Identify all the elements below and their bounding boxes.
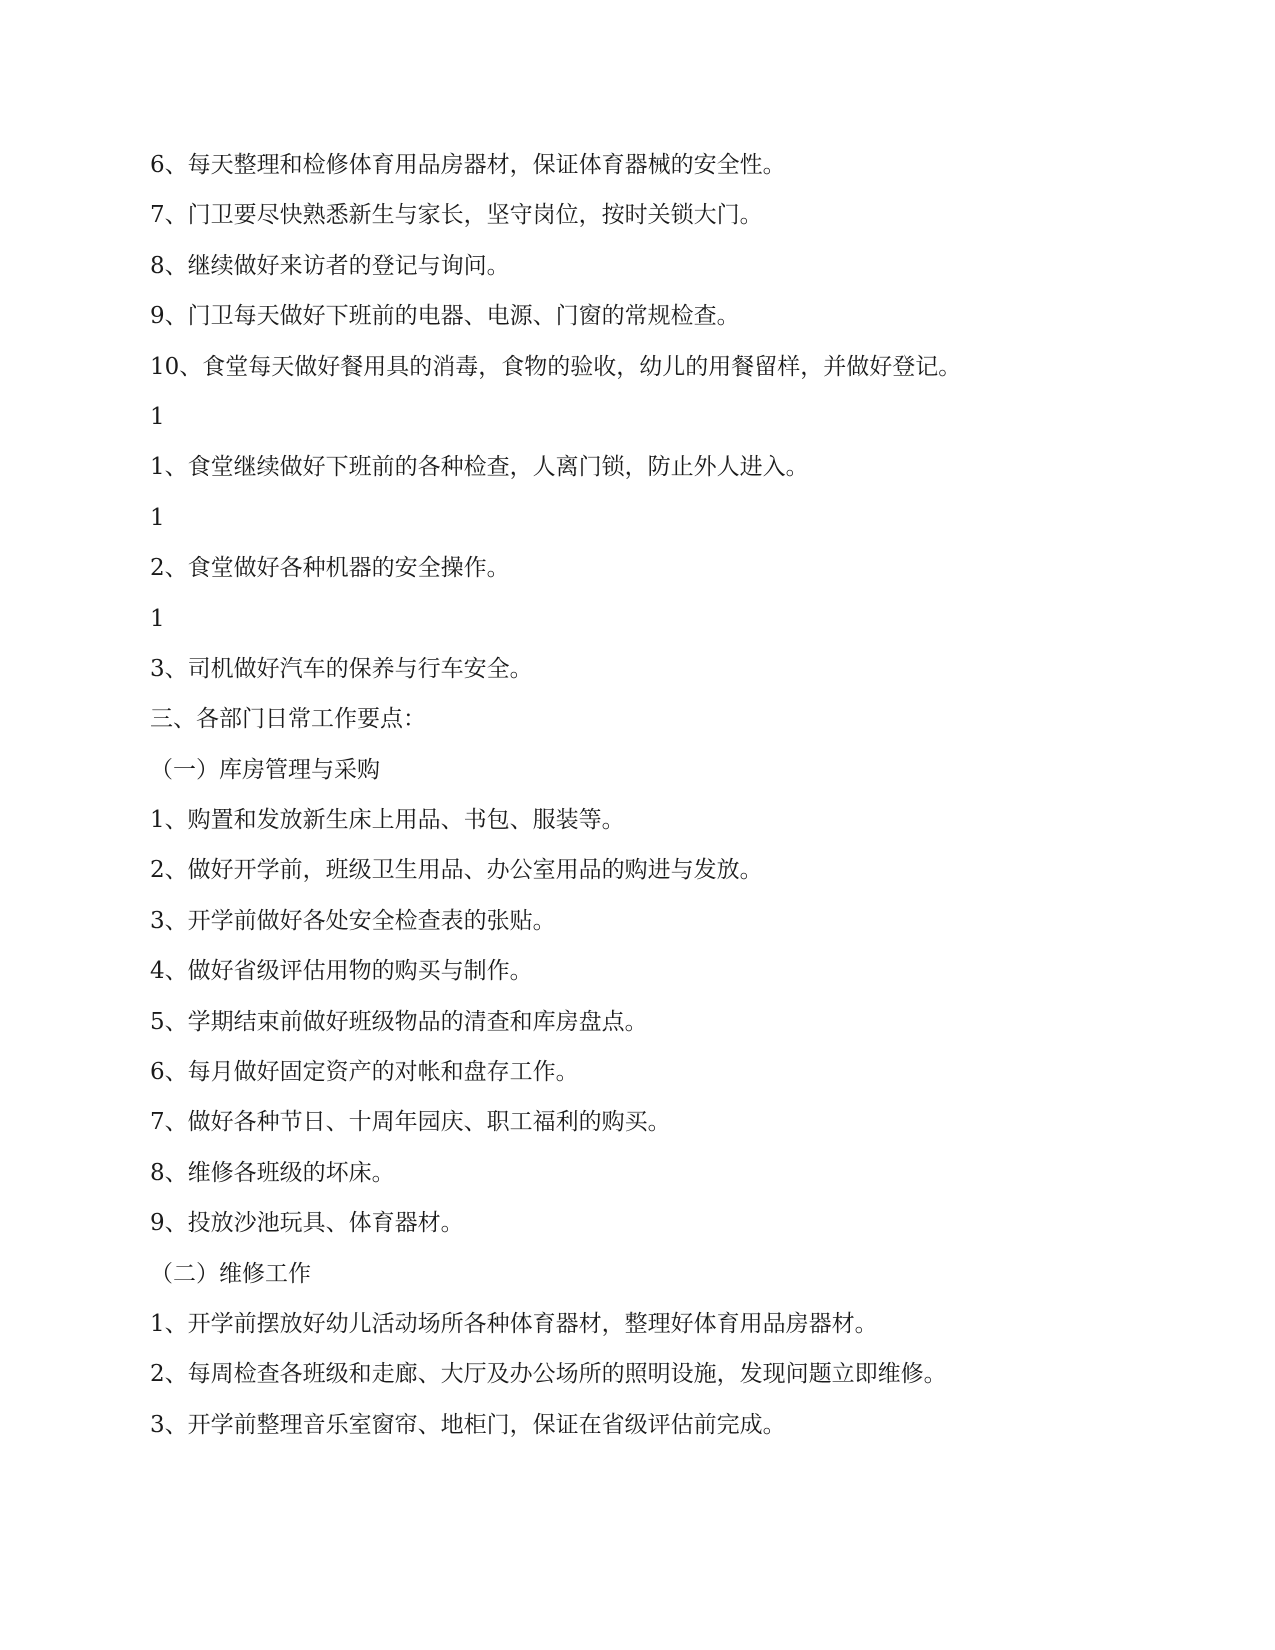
text-line: 4、做好省级评估用物的购买与制作。 (150, 958, 533, 985)
text-line: 1、食堂继续做好下班前的各种检查，人离门锁，防止外人进入。 (150, 454, 809, 481)
subsection-heading: （一）库房管理与采购 (150, 756, 380, 783)
text-line: 9、门卫每天做好下班前的电器、电源、门窗的常规检查。 (150, 303, 740, 330)
text-line: 3、开学前整理音乐室窗帘、地柜门，保证在省级评估前完成。 (150, 1411, 786, 1438)
section-heading: 三、各部门日常工作要点： (150, 706, 426, 733)
text-line: 3、司机做好汽车的保养与行车安全。 (150, 655, 533, 682)
text-line: 9、投放沙池玩具、体育器材。 (150, 1210, 464, 1237)
text-line: 2、每周检查各班级和走廊、大厅及办公场所的照明设施，发现问题立即维修。 (150, 1361, 947, 1388)
text-line: 7、门卫要尽快熟悉新生与家长，坚守岗位，按时关锁大门。 (150, 202, 763, 229)
text-line: 1 (150, 504, 165, 531)
text-line: 2、食堂做好各种机器的安全操作。 (150, 555, 510, 582)
text-line: 10、食堂每天做好餐用具的消毒，食物的验收，幼儿的用餐留样，并做好登记。 (150, 353, 962, 380)
text-line: 1、购置和发放新生床上用品、书包、服装等。 (150, 807, 625, 834)
text-line: 1、开学前摆放好幼儿活动场所各种体育器材，整理好体育用品房器材。 (150, 1310, 878, 1337)
text-line: 1 (150, 605, 165, 632)
text-line: 8、维修各班级的坏床。 (150, 1159, 395, 1186)
text-line: 2、做好开学前，班级卫生用品、办公室用品的购进与发放。 (150, 857, 763, 884)
document-body (150, 140, 1150, 1450)
text-line: 3、开学前做好各处安全检查表的张贴。 (150, 907, 556, 934)
text-line: 1 (150, 403, 165, 430)
subsection-heading: （二）维修工作 (150, 1260, 311, 1287)
text-line: 5、学期结束前做好班级物品的清查和库房盘点。 (150, 1008, 648, 1035)
text-line: 6、每月做好固定资产的对帐和盘存工作。 (150, 1059, 579, 1086)
text-line: 8、继续做好来访者的登记与询问。 (150, 252, 510, 279)
text-line: 7、做好各种节日、十周年园庆、职工福利的购买。 (150, 1109, 671, 1136)
text-line: 6、每天整理和检修体育用品房器材，保证体育器械的安全性。 (150, 152, 786, 178)
